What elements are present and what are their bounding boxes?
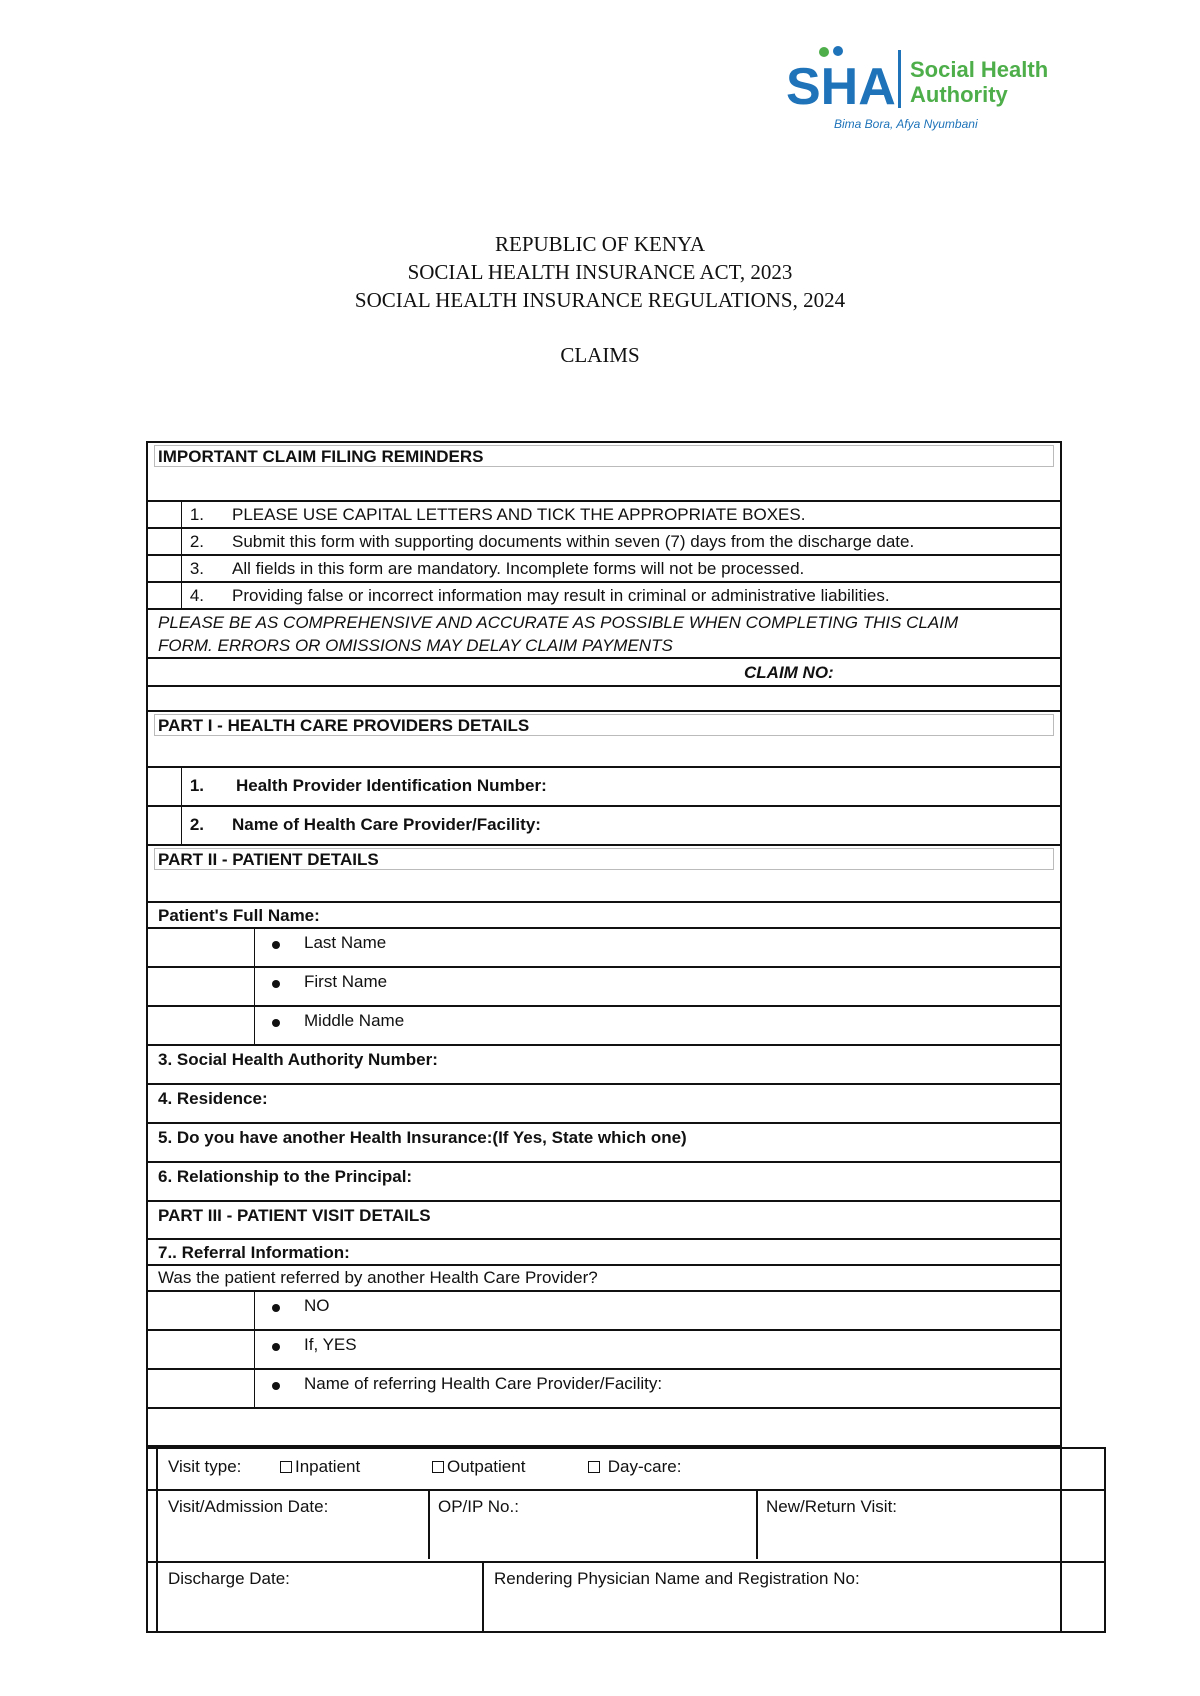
option-divider	[254, 1370, 255, 1407]
claim-no-row	[148, 657, 1060, 685]
first-name-row[interactable]	[148, 966, 1060, 1005]
referral-label: 7.. Referral Information:	[158, 1243, 350, 1262]
sha-number-label: 3. Social Health Authority Number:	[158, 1050, 438, 1069]
referral-question-row	[148, 1264, 1060, 1290]
col-divider	[482, 1561, 484, 1631]
visit-type-label: Visit type:	[168, 1457, 242, 1476]
daycare-option[interactable]	[588, 1457, 681, 1477]
referral-yes-label: If, YES	[304, 1335, 357, 1354]
name-divider	[254, 968, 255, 1005]
header-republic: REPUBLIC OF KENYA	[494, 232, 706, 256]
discharge-date-label[interactable]: Discharge Date:	[168, 1569, 290, 1588]
referring-facility-row[interactable]	[148, 1368, 1060, 1407]
last-name-label: Last Name	[304, 933, 387, 952]
sha-number-row[interactable]	[148, 1044, 1060, 1083]
page-title: CLAIMS	[560, 343, 640, 367]
bullet-icon	[272, 980, 280, 988]
logo-dot-right	[833, 46, 843, 56]
inpatient-option[interactable]	[280, 1457, 360, 1477]
referral-no-label: NO	[304, 1296, 330, 1315]
referring-facility-label: Name of referring Health Care Provider/Facility:	[304, 1374, 663, 1393]
reminder-text: Submit this form with supporting documents within seven (7) days from the discharge date.	[232, 532, 915, 551]
inpatient-label: Inpatient	[295, 1457, 361, 1476]
provider-id-row[interactable]	[148, 766, 1060, 805]
header-act: SOCIAL HEALTH INSURANCE ACT, 2023	[407, 260, 793, 284]
referral-row	[148, 1238, 1060, 1264]
discharge-row	[148, 1561, 1104, 1631]
relationship-label: 6. Relationship to the Principal:	[158, 1167, 413, 1186]
logo-divider	[898, 50, 901, 108]
referral-no-row[interactable]	[148, 1290, 1060, 1329]
middle-name-label: Middle Name	[304, 1011, 405, 1030]
residence-row[interactable]	[148, 1083, 1060, 1122]
header-regulations: SOCIAL HEALTH INSURANCE REGULATIONS, 2024	[354, 288, 846, 312]
reminder-text: PLEASE USE CAPITAL LETTERS AND TICK THE APPROPRIATE BOXES.	[232, 505, 806, 524]
referral-blank-row[interactable]	[148, 1407, 1060, 1447]
list-item	[148, 527, 1060, 554]
new-return-visit-label[interactable]: New/Return Visit:	[766, 1497, 898, 1516]
visit-type-row	[148, 1449, 1104, 1491]
part3-title: PART III - PATIENT VISIT DETAILS	[158, 1206, 431, 1225]
part1-section	[148, 710, 1060, 766]
col-divider	[756, 1489, 758, 1559]
daycare-label: Day-care:	[607, 1457, 682, 1476]
provider-name-row[interactable]	[148, 805, 1060, 844]
list-item	[148, 581, 1060, 608]
admission-date-label[interactable]: Visit/Admission Date:	[168, 1497, 329, 1516]
option-divider	[254, 1331, 255, 1368]
middle-name-row[interactable]	[148, 1005, 1060, 1044]
bullet-icon	[272, 1019, 280, 1027]
reminders-title: IMPORTANT CLAIM FILING REMINDERS	[158, 447, 484, 466]
op-ip-no-label[interactable]: OP/IP No.:	[438, 1497, 519, 1516]
visit-details-grid	[146, 1447, 1106, 1633]
note-line-1: PLEASE BE AS COMPREHENSIVE AND ACCURATE AS POSSIBLE WHEN COMPLETING THIS CLAIM	[158, 613, 959, 632]
list-item	[148, 554, 1060, 581]
claim-no-label: CLAIM NO:	[744, 663, 834, 682]
logo-tagline: Bima Bora, Afya Nyumbani	[834, 117, 978, 131]
reminder-number: 2.	[189, 532, 204, 551]
col-divider	[428, 1489, 430, 1559]
reminder-text: Providing false or incorrect information may result in criminal or administrative liabilities.	[232, 586, 890, 605]
physician-label[interactable]: Rendering Physician Name and Registration No:	[494, 1569, 860, 1588]
accuracy-note	[148, 608, 1060, 657]
note-line-2: FORM. ERRORS OR OMISSIONS MAY DELAY CLAIM PAYMENTS	[158, 636, 673, 655]
part2-title: PART II - PATIENT DETAILS	[158, 850, 379, 869]
other-insurance-row[interactable]	[148, 1122, 1060, 1161]
inpatient-checkbox[interactable]	[280, 1461, 292, 1473]
provider-id-label: Health Provider Identification Number:	[236, 776, 547, 795]
bullet-icon	[272, 941, 280, 949]
logo-dot-left	[819, 47, 829, 57]
outpatient-checkbox[interactable]	[432, 1461, 444, 1473]
logo-mark: SHA	[786, 58, 896, 116]
outpatient-label: Outpatient	[447, 1457, 526, 1476]
last-name-row[interactable]	[148, 927, 1060, 966]
bullet-icon	[272, 1382, 280, 1390]
claim-no-field[interactable]	[148, 685, 1060, 710]
claim-form	[146, 441, 1062, 1447]
full-name-label: Patient's Full Name:	[158, 906, 320, 925]
relationship-row[interactable]	[148, 1161, 1060, 1200]
first-name-label: First Name	[304, 972, 388, 991]
sha-logo	[786, 44, 1066, 134]
logo-name-line2: Authority	[910, 82, 1008, 107]
option-divider	[254, 1292, 255, 1329]
part1-title: PART I - HEALTH CARE PROVIDERS DETAILS	[158, 716, 530, 735]
daycare-checkbox[interactable]	[588, 1461, 600, 1473]
name-divider	[254, 929, 255, 966]
logo-name-line1: Social Health	[910, 57, 1049, 82]
bullet-icon	[272, 1343, 280, 1351]
outpatient-option[interactable]	[432, 1457, 525, 1477]
reminder-number: 4.	[189, 586, 204, 605]
residence-label: 4. Residence:	[158, 1089, 268, 1108]
part2-section	[148, 844, 1060, 901]
provider-name-number: 2.	[189, 815, 204, 834]
bullet-icon	[272, 1304, 280, 1312]
referral-question: Was the patient referred by another Health Care Provider?	[158, 1268, 598, 1287]
provider-id-number: 1.	[189, 776, 204, 795]
part3-section	[148, 1200, 1060, 1238]
reminder-number: 3.	[189, 559, 204, 578]
provider-name-label: Name of Health Care Provider/Facility:	[232, 815, 541, 834]
name-divider	[254, 1007, 255, 1044]
admission-row	[148, 1489, 1104, 1563]
other-insurance-label: 5. Do you have another Health Insurance:(If Yes, State which one)	[158, 1128, 687, 1147]
reminders-section	[148, 443, 1060, 500]
list-item	[148, 500, 1060, 527]
referral-yes-row[interactable]	[148, 1329, 1060, 1368]
reminder-number: 1.	[189, 505, 204, 524]
full-name-row	[148, 901, 1060, 927]
reminder-text: All fields in this form are mandatory. Incomplete forms will not be processed.	[232, 559, 805, 578]
